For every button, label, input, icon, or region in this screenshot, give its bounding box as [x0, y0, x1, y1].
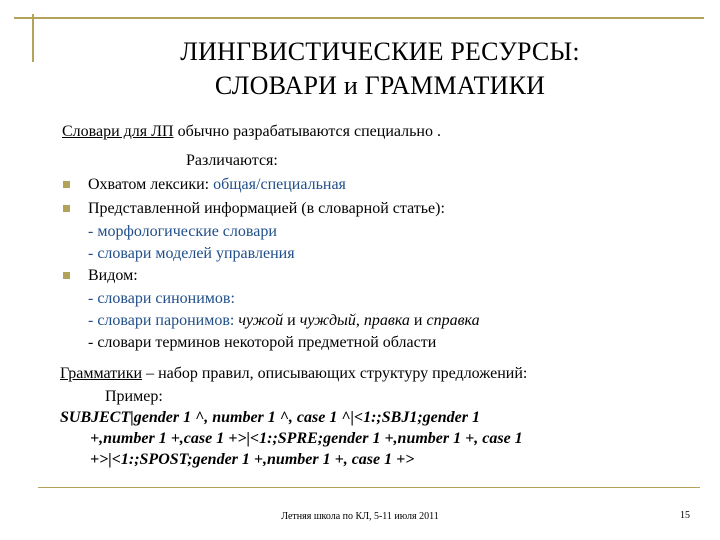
grammar-definition-text: – набор правил, описывающих структуру предложений:: [142, 365, 528, 382]
paronyms-lead: - словари паронимов:: [88, 312, 239, 329]
paronym-comma: ,: [355, 312, 364, 329]
footer-text: Летняя школа по КЛ, 5-11 июля 2011: [281, 511, 439, 522]
sub-item-synonyms: - словари синонимов:: [88, 290, 235, 307]
intro-rest: обычно разрабатываются специально .: [173, 123, 441, 140]
page-number: 15: [680, 510, 690, 521]
paronym-example-1: чужой: [238, 312, 284, 329]
grammar-rule-line1: SUBJECT|gender 1 ^, number 1 ^, case 1 ^|<1:;SBJ1;gender 1: [60, 409, 480, 426]
grammar-rule-line3: +>|<1:;SPOST;gender 1 +,number 1 +, case 1 +>: [90, 451, 415, 468]
bullet-coverage: [88, 175, 346, 195]
sub-item-government-models: - словари моделей управления: [88, 245, 295, 262]
sub-item-morphological: - морфологические словари: [88, 223, 277, 240]
intro-text: [62, 122, 441, 142]
slide-title-line1: ЛИНГВИСТИЧЕСКИЕ РЕСУРСЫ:: [180, 37, 580, 66]
grammar-rule-line2: +,number 1 +,case 1 +>|<1:;SPRE;gender 1 +,number 1 +, case 1: [90, 430, 523, 447]
example-label: Пример:: [105, 388, 163, 405]
paronym-example-3: правка: [363, 312, 410, 329]
paronym-example-2: чуждый: [299, 312, 356, 329]
paronym-and-1: и: [283, 312, 300, 329]
grammar-definition: [60, 364, 527, 384]
slide-title-line2: СЛОВАРИ и ГРАММАТИКИ: [214, 71, 546, 100]
bullet-square-icon: [63, 181, 70, 188]
sub-item-paronyms: [88, 311, 480, 331]
bullet-coverage-label: Охватом лексики:: [88, 176, 214, 193]
paronym-example-4: справка: [426, 312, 480, 329]
sub-item-terms: - словари терминов некоторой предметной области: [88, 334, 437, 351]
bullet-square-icon: [63, 205, 70, 212]
intro-term: Словари для ЛП: [62, 123, 174, 140]
frame-vertical-line: [32, 14, 34, 62]
bullet-coverage-value: общая/специальная: [213, 176, 346, 193]
footer-divider: [38, 487, 700, 488]
frame-horizontal-line: [14, 17, 704, 19]
grammar-term: Грамматики: [60, 365, 143, 382]
bullet-type: Видом:: [88, 267, 138, 284]
paronym-and-2: и: [409, 312, 427, 329]
bullet-square-icon: [63, 272, 70, 279]
differ-heading: Различаются:: [186, 152, 278, 169]
bullet-info: Представленной информацией (в словарной статье):: [88, 200, 445, 217]
